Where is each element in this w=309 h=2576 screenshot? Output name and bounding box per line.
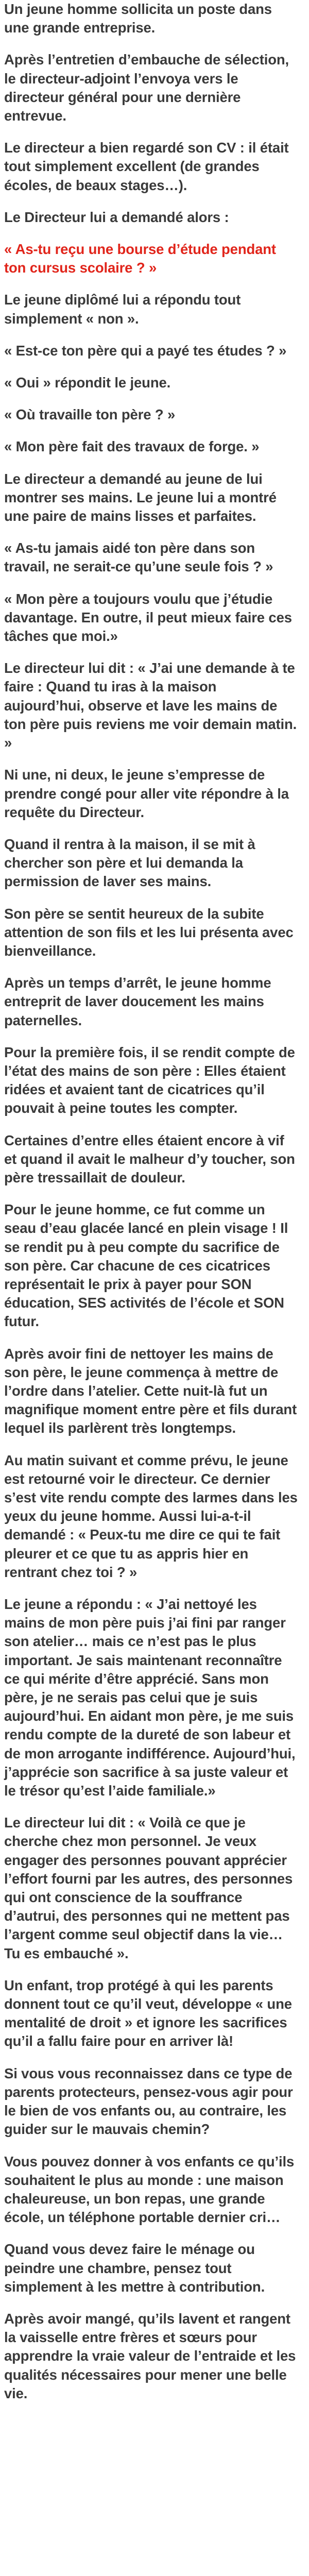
paragraph: Ni une, ni deux, le jeune s’empresse de prendre congé pour aller vite répondre à la requête du Directeur. (4, 767, 289, 820)
paragraph: Un jeune homme sollicita un poste dans une grande entreprise. (4, 1, 272, 36)
paragraph: Après avoir fini de nettoyer les mains de son père, le jeune commença à mettre de l’ordre dans l’atelier. Cette nuit-là fut un magnifique moment entre père et fils durant lequel ils parlèrent très longtemps. (4, 1345, 297, 1436)
paragraph: Un enfant, trop protégé à qui les parents donnent tout ce qu’il veut, développe « une mentalité de droit » et ignore les sacrifices qu’il a fallu faire pour en arriver là! (4, 1977, 292, 2049)
paragraph: Le jeune a répondu : « J’ai nettoyé les mains de mon père puis j’ai fini par ranger son atelier… mais ce n’est pas le plus important. Je sais maintenant reconnaître ce qui mérite d’être apprécié. Sans mon père, je ne serais pas celui que je suis aujourd’hui. En aidant mon père, je me suis rendu compte de la dureté de son labeur et de mon arrogante indifférence. Aujourd’hui, j’apprécie son sacrifice à sa juste valeur et le trésor qu’est l’aide familiale.» (4, 1596, 296, 1799)
paragraph: Le directeur lui dit : « Voilà ce que je cherche chez mon personnel. Je veux engager des personnes pouvant apprécier l’effort fourni par les autres, des personnes qui ont conscience de la souffrance d’autrui, des personnes qui ne mettent pas l’argent comme seul objectif dans la vie… Tu es embauché ». (4, 1815, 293, 1961)
paragraph: Le directeur a demandé au jeune de lui montrer ses mains. Le jeune lui a montré une paire de mains lisses et parfaites. (4, 470, 277, 524)
paragraph: Quand vous devez faire le ménage ou peindre une chambre, pensez tout simplement à les mettre à contribution. (4, 2241, 265, 2295)
paragraph: Vous pouvez donner à vos enfants ce qu’ils souhaitent le plus au monde : une maison chaleureuse, un bon repas, une grande école, un téléphone portable dernier cri… (4, 2153, 295, 2226)
paragraph: Son père se sentit heureux de la subite attention de son fils et les lui présenta avec bienveillance. (4, 905, 294, 959)
paragraph: Quand il rentra à la maison, il se mit à chercher son père et lui demanda la permission de laver ses mains. (4, 836, 255, 890)
paragraph: « Où travaille ton père ? » (4, 406, 176, 423)
paragraph: Le directeur a bien regardé son CV : il était tout simplement excellent (de grandes écoles, de beaux stages…). (4, 140, 289, 193)
paragraph: « Oui » répondit le jeune. (4, 375, 171, 391)
paragraph: « Mon père a toujours voulu que j’étudie davantage. En outre, il peut mieux faire ces tâches que moi.» (4, 590, 292, 645)
paragraph: Pour le jeune homme, ce fut comme un seau d’eau glacée lancé en plein visage ! Il se rendit pu à peu compte du sacrifice de son père. Car chacune de ces cicatrices représentait le prix à payer pour SON éducation, SES activités de l’école et SON futur. (4, 1201, 288, 1330)
paragraph: Après avoir mangé, qu’ils lavent et rangent la vaisselle entre frères et sœurs pour apprendre la vraie valeur de l’entraide et les qualités nécessaires pour mener une belle vie. (4, 2310, 296, 2401)
paragraph: Le jeune diplômé lui a répondu tout simplement « non ». (4, 292, 241, 327)
paragraph: Le directeur lui dit : « J’ai une demande à te faire : Quand tu iras à la maison aujourd’hui, observe et lave les mains de ton père puis reviens me voir demain matin. » (4, 660, 297, 751)
paragraph: Au matin suivant et comme prévu, le jeune est retourné voir le directeur. Ce dernier s’est vite rendu compte des larmes dans les yeux du jeune homme. Aussi lui-a-t-il demandé : « Peux-tu me dire ce qui te fait pleurer et ce que tu as appris hier en rentrant chez toi ? » (4, 1452, 298, 1580)
paragraph: « Est-ce ton père qui a payé tes études ? » (4, 342, 287, 359)
paragraph: Pour la première fois, il se rendit compte de l’état des mains de son père : Elles étaient ridées et avaient tant de cicatrices qu’il pouvait à peine toutes les compter. (4, 1044, 295, 1116)
paragraph: « As-tu reçu une bourse d’étude pendant ton cursus scolaire ? » (4, 241, 276, 276)
paragraph: Après un temps d’arrêt, le jeune homme entreprit de laver doucement les mains paternelles. (4, 975, 271, 1028)
paragraph: Certaines d’entre elles étaient encore à vif et quand il avait le malheur d’y toucher, son père tressaillait de douleur. (4, 1132, 295, 1185)
paragraph: « Mon père fait des travaux de forge. » (4, 438, 260, 455)
paragraph: Après l’entretien d’embauche de sélection, le directeur-adjoint l’envoya vers le directeur général pour une dernière entrevue. (4, 52, 289, 124)
paragraph: Si vous vous reconnaissez dans ce type de parents protecteurs, pensez-vous agir pour le bien de vos enfants ou, au contraire, les guider sur le mauvais chemin? (4, 2065, 293, 2138)
paragraph: Le Directeur lui a demandé alors : (4, 209, 229, 225)
paragraph: « As-tu jamais aidé ton père dans son travail, ne serait-ce qu’une seule fois ? » (4, 540, 273, 575)
